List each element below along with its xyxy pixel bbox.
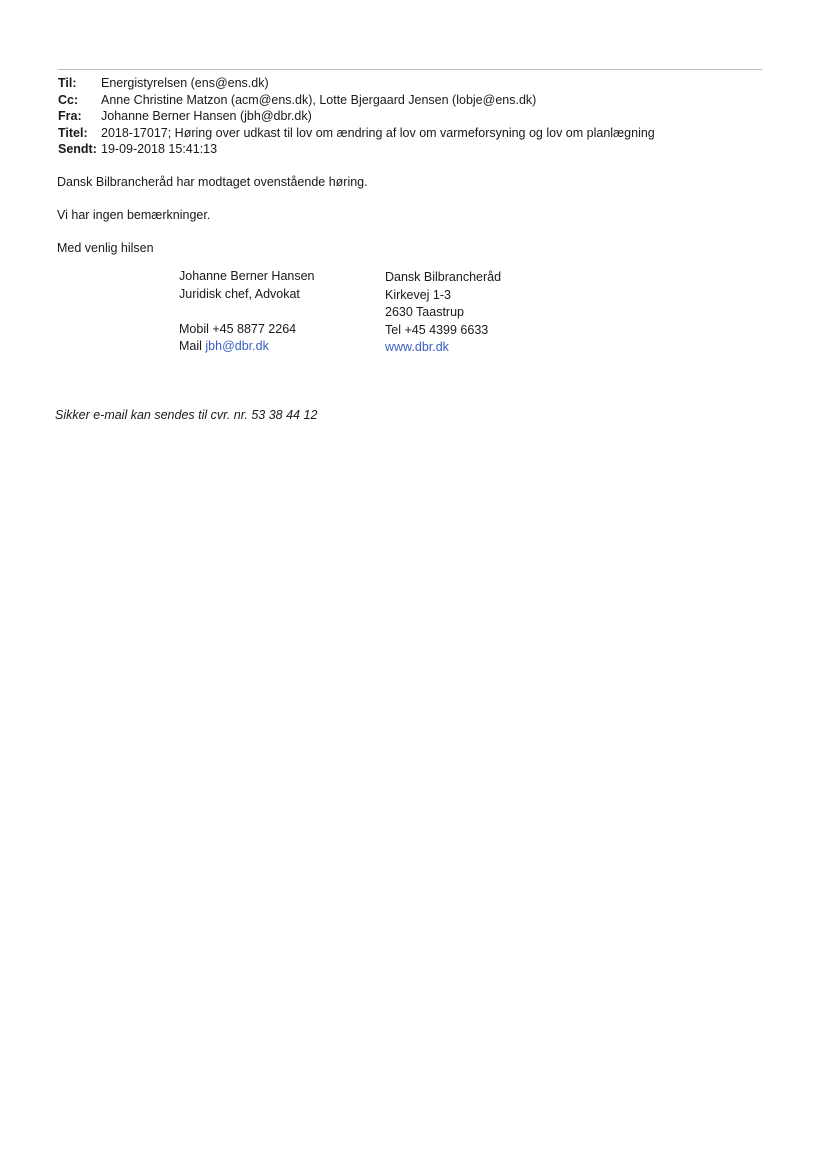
signature-person (179, 268, 315, 356)
signature-mail-link[interactable]: jbh@dbr.dk (205, 339, 269, 353)
signature-title: Juridisk chef, Advokat (179, 286, 300, 301)
from-row (58, 108, 778, 125)
subject-row (58, 125, 778, 142)
sent-label: Sendt: (58, 142, 97, 156)
subject-value: 2018-17017; Høring over udkast til lov om ændring af lov om varmeforsyning og lov om planlægning (101, 125, 655, 140)
body-paragraph-received: Dansk Bilbrancheråd har modtaget ovenstående høring. (57, 175, 368, 189)
org-website-link[interactable]: www.dbr.dk (385, 340, 449, 354)
closing-greeting: Med venlig hilsen (57, 241, 154, 255)
cc-label: Cc: (58, 92, 79, 107)
signature-name: Johanne Berner Hansen (179, 269, 315, 283)
org-city: 2630 Taastrup (385, 305, 464, 319)
cc-row (58, 92, 778, 109)
signature-spacer (179, 303, 315, 321)
secure-mail-note: Sikker e-mail kan sendes til cvr. nr. 53 38 44 12 (55, 408, 318, 422)
cc-value: Anne Christine Matzon (acm@ens.dk), Lotte Bjergaard Jensen (lobje@ens.dk) (101, 92, 537, 107)
subject-label: Titel: (58, 125, 88, 140)
org-phone: Tel +45 4399 6633 (385, 322, 489, 337)
to-value: Energistyrelsen (ens@ens.dk) (101, 76, 269, 90)
to-label: Til: (58, 76, 77, 90)
signature-mobile: Mobil +45 8877 2264 (179, 321, 297, 336)
signature-organization (385, 269, 501, 357)
body-paragraph-no-remarks: Vi har ingen bemærkninger. (57, 208, 211, 222)
signature-mail-line (179, 338, 315, 356)
email-header (58, 75, 778, 158)
header-divider (58, 69, 762, 70)
from-label: Fra: (58, 109, 82, 123)
from-value: Johanne Berner Hansen (jbh@dbr.dk) (101, 109, 312, 123)
sent-row (58, 141, 778, 158)
to-row (58, 75, 778, 92)
sent-value: 19-09-2018 15:41:13 (101, 142, 218, 156)
org-street: Kirkevej 1-3 (385, 287, 451, 302)
signature-mail-label: Mail (179, 339, 206, 353)
org-name: Dansk Bilbrancheråd (385, 270, 502, 284)
